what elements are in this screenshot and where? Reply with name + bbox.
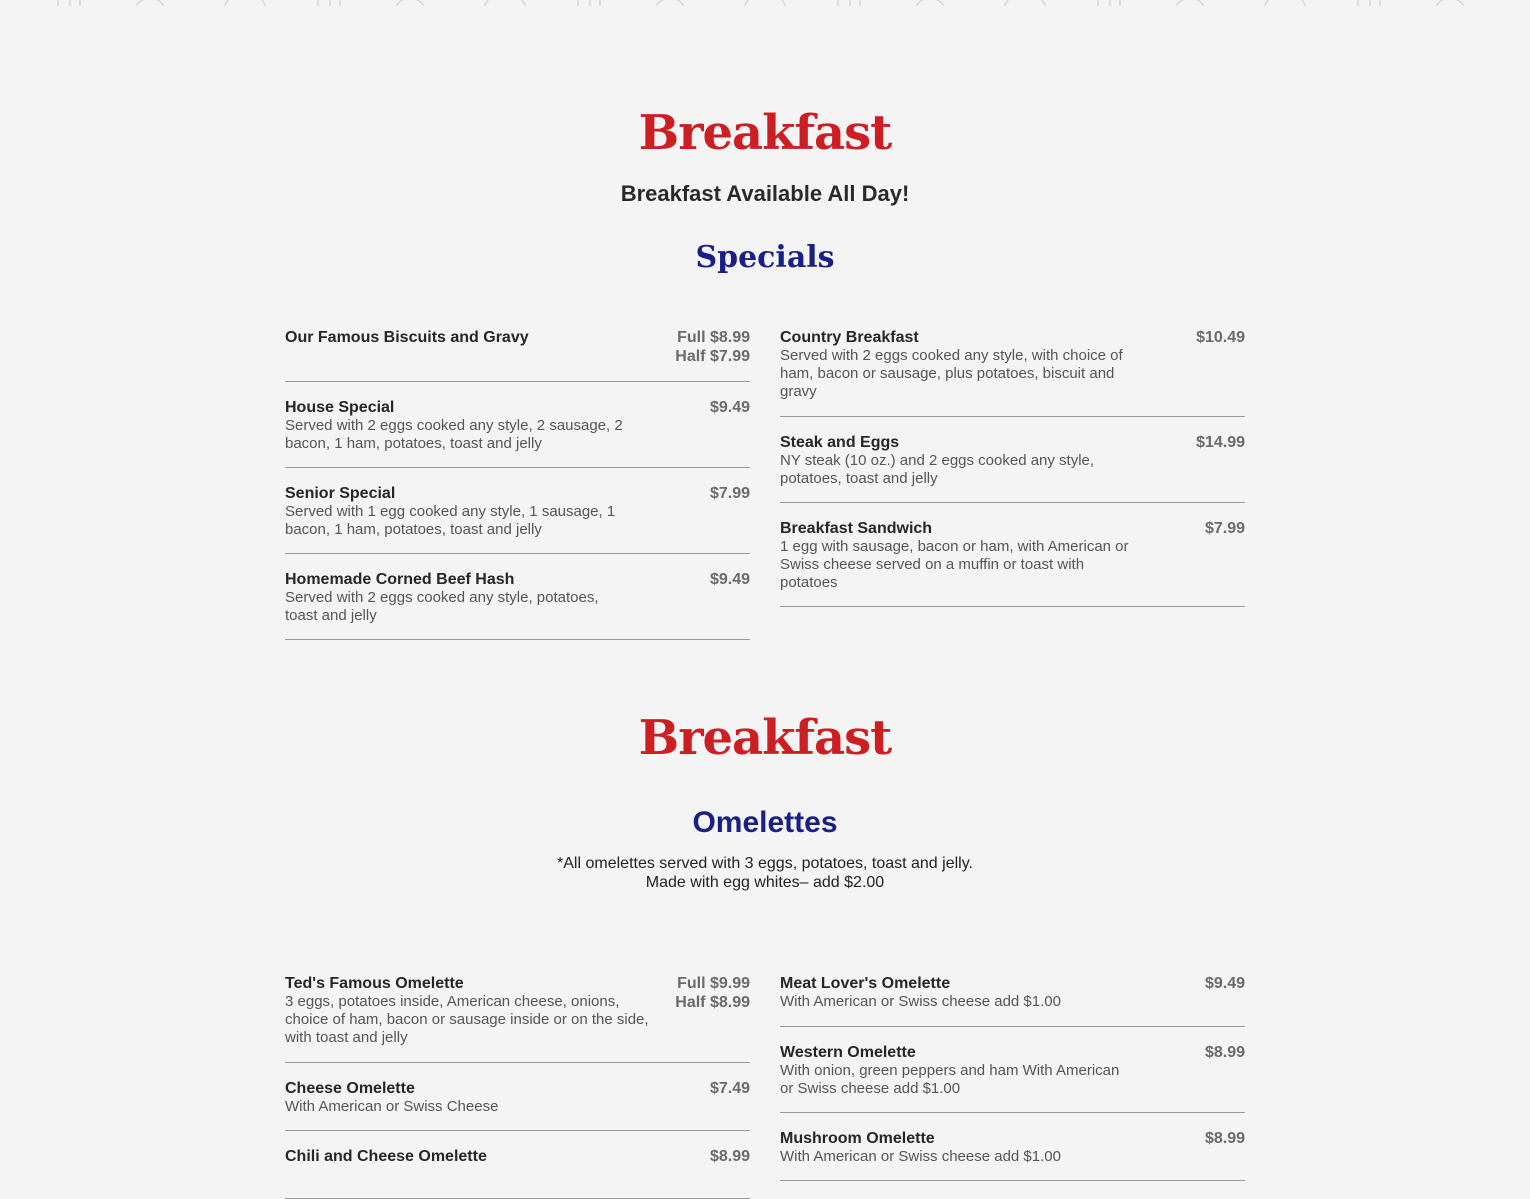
item-name: Breakfast Sandwich <box>780 520 933 537</box>
price-half: Half $7.99 <box>675 348 750 365</box>
item-name: Ted's Famous Omelette <box>285 975 464 992</box>
omelette-note <box>0 854 1530 892</box>
item-description: 1 egg with sausage, bacon or ham, with American or Swiss cheese served on a muffin or toast with potatoes <box>780 538 1129 591</box>
item-description: NY steak (10 oz.) and 2 eggs cooked any style, potatoes, toast and jelly <box>780 452 1095 487</box>
item-name: Meat Lover's Omelette <box>780 975 951 992</box>
item-name: Chili and Cheese Omelette <box>285 1148 487 1165</box>
item-price: $7.99 <box>709 485 750 502</box>
price-full: Full $8.99 <box>677 329 750 346</box>
subhead-omelettes: Omelettes <box>692 806 838 839</box>
subhead-specials: Specials <box>695 240 835 275</box>
item-description: Served with 2 eggs cooked any style, with choice of ham, bacon or sausage, plus potatoes, biscuit and gravy <box>780 347 1123 400</box>
specials-right-column <box>780 328 1245 607</box>
item-price <box>675 974 750 1012</box>
item-price: $10.49 <box>1196 329 1245 346</box>
item-name: Cheese Omelette <box>285 1080 415 1097</box>
price-full: Full $9.99 <box>677 975 750 992</box>
item-description: Served with 2 eggs cooked any style, 2 sausage, 2 bacon, 1 ham, potatoes, toast and jelly <box>285 417 623 452</box>
item-price: $8.99 <box>709 1148 750 1165</box>
section-title-breakfast-2: Breakfast <box>638 710 892 766</box>
item-name: Senior Special <box>285 485 396 502</box>
item-name: House Special <box>285 399 395 416</box>
item-name: Steak and Eggs <box>780 434 900 451</box>
menu-item <box>780 974 1245 1027</box>
pattern-icons <box>0 0 1530 6</box>
menu-item <box>285 974 750 1063</box>
item-price: $14.99 <box>1196 434 1245 451</box>
specials-left-column <box>285 328 750 640</box>
item-name: Western Omelette <box>780 1044 916 1061</box>
item-description: 3 eggs, potatoes inside, American cheese, onions, choice of ham, bacon or sausage inside or on the side, with toast and jelly <box>285 993 649 1046</box>
note-line-1: *All omelettes served with 3 eggs, potatoes, toast and jelly. <box>557 855 973 872</box>
menu-item <box>285 1063 750 1131</box>
menu-item <box>285 382 750 468</box>
menu-item <box>285 468 750 554</box>
item-name: Homemade Corned Beef Hash <box>285 571 515 588</box>
item-price: $8.99 <box>1204 1044 1245 1061</box>
item-description: Served with 1 egg cooked any style, 1 sausage, 1 bacon, 1 ham, potatoes, toast and jelly <box>285 503 616 538</box>
omelettes-left-column <box>285 974 750 1199</box>
menu-item <box>780 417 1245 503</box>
item-price: $7.49 <box>709 1080 750 1097</box>
decorative-pattern-strip <box>0 0 1530 6</box>
section-title-breakfast: Breakfast <box>638 105 892 161</box>
menu-item <box>285 328 750 382</box>
subtitle-available-all-day: Breakfast Available All Day! <box>620 181 910 206</box>
omelettes-right-column <box>780 974 1245 1181</box>
item-price: $8.99 <box>1204 1130 1245 1147</box>
item-description: With onion, green peppers and ham With American or Swiss cheese add $1.00 <box>780 1062 1120 1097</box>
item-price: $9.49 <box>709 399 750 416</box>
item-name: Mushroom Omelette <box>780 1130 935 1147</box>
item-price: $9.49 <box>709 571 750 588</box>
item-description: With American or Swiss Cheese <box>285 1098 499 1115</box>
item-name: Country Breakfast <box>780 329 919 346</box>
item-name: Our Famous Biscuits and Gravy <box>285 329 529 346</box>
menu-item <box>285 554 750 640</box>
menu-item <box>285 1131 750 1199</box>
item-description: With American or Swiss cheese add $1.00 <box>780 1148 1061 1165</box>
menu-item <box>780 1113 1245 1181</box>
menu-item <box>780 328 1245 417</box>
menu-item <box>780 503 1245 607</box>
note-line-2: Made with egg whites– add $2.00 <box>645 874 885 891</box>
item-price <box>675 328 750 366</box>
item-price: $7.99 <box>1204 520 1245 537</box>
item-description: Served with 2 eggs cooked any style, potatoes, toast and jelly <box>285 589 599 624</box>
item-price: $9.49 <box>1204 975 1245 992</box>
menu-item <box>780 1027 1245 1113</box>
price-half: Half $8.99 <box>675 994 750 1011</box>
item-description: With American or Swiss cheese add $1.00 <box>780 993 1061 1010</box>
